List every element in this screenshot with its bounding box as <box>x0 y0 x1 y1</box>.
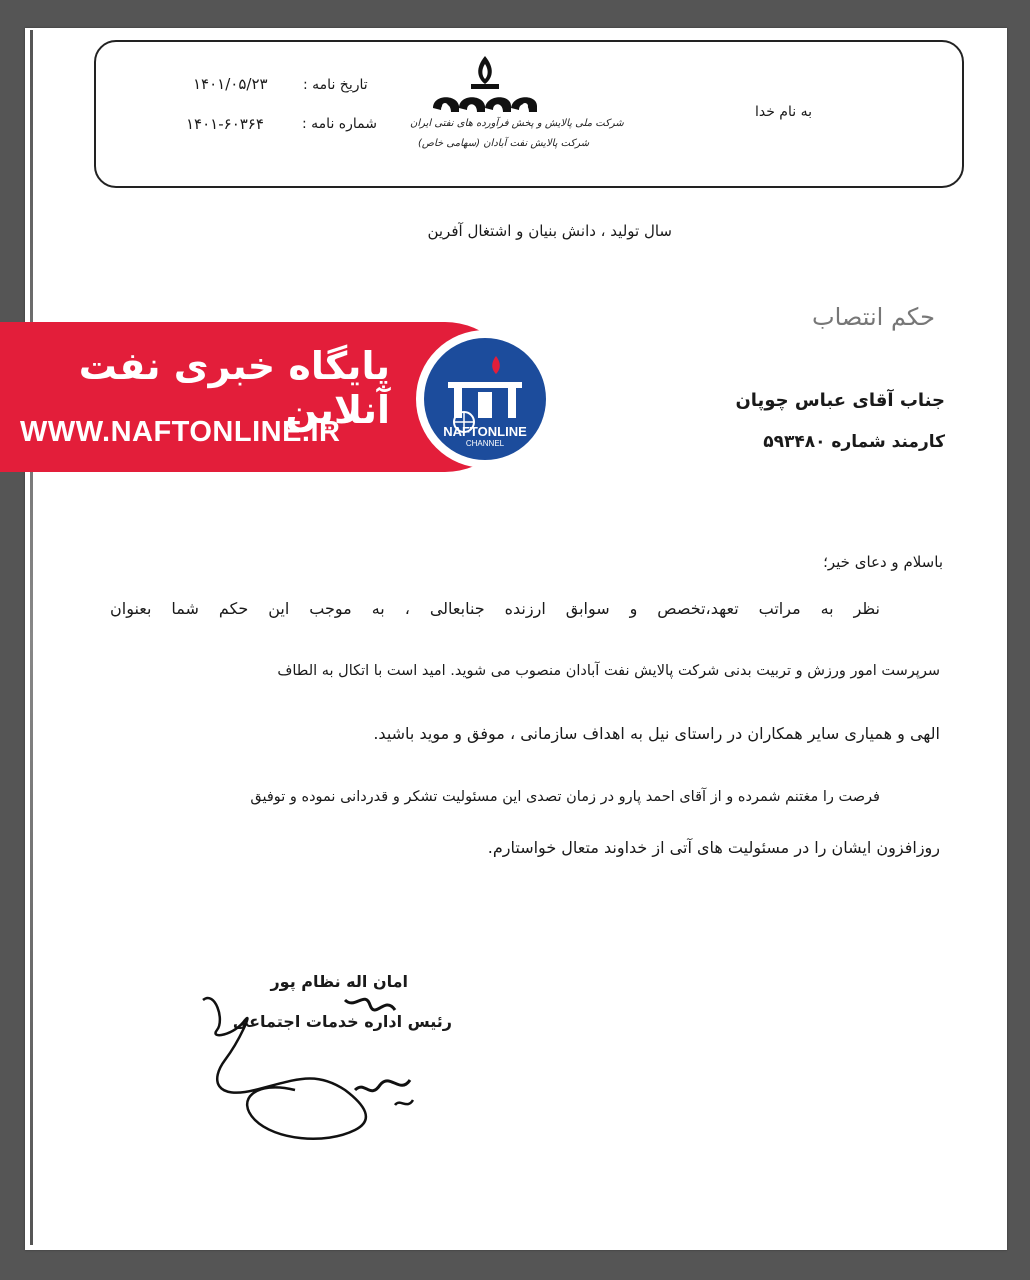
greeting: باسلام و دعای خیر؛ <box>823 553 943 571</box>
banner-url[interactable]: WWW.NAFTONLINE.IR <box>20 416 341 448</box>
body-line-5: روزافزون ایشان را در مسئولیت های آتی از خداوند متعال خواستارم. <box>487 838 940 857</box>
number-value: ۱۴۰۱-۶۰۳۶۴ <box>186 115 264 133</box>
body-line-3: الهی و همیاری سایر همکاران در راستای نیل به اهداف سازمانی ، موفق و موید باشید. <box>373 724 940 743</box>
handwritten-signature <box>195 980 435 1170</box>
body-line-1: نظر به مراتب تعهد،تخصص و سوابق ارزنده جنابعالی ، به موجب این حکم شما بعنوان <box>110 599 880 618</box>
signatory-title: رئیس اداره خدمات اجتماعی <box>232 1012 452 1031</box>
year-slogan: سال تولید ، دانش بنیان و اشتغال آفرین <box>427 222 672 240</box>
recipient-employee-no: کارمند شماره ۵۹۳۴۸۰ <box>763 432 945 452</box>
company-logo <box>405 50 565 170</box>
badge-text: NAFTONLINE <box>443 424 527 439</box>
company-name-line1: شرکت ملی پالایش و پخش فرآورده های نفتی ایران <box>410 118 624 129</box>
signatory-name: امان اله نظام پور <box>270 972 408 991</box>
body-line-4: فرصت را مغتنم شمرده و از آقای احمد پارو در زمان تصدی این مسئولیت تشکر و قدردانی نموده و توفیق <box>250 789 880 805</box>
banner-title: پایگاه خبری نفت آنلاین <box>78 344 390 432</box>
number-label: شماره نامه : <box>302 116 377 132</box>
scan-edge <box>30 30 33 1245</box>
naftonline-badge <box>416 330 554 468</box>
date-label: تاریخ نامه : <box>303 77 368 93</box>
recipient-name: جناب آقای عباس چوپان <box>735 390 945 411</box>
letter-page <box>25 28 1007 1250</box>
body-line-2: سرپرست امور ورزش و تربیت بدنی شرکت پالایش نفت آبادان منصوب می شوید. امید است با اتکال به الطاف <box>277 663 940 679</box>
date-value: ۱۴۰۱/۰۵/۲۳ <box>193 75 268 93</box>
bismillah: به نام خدا <box>754 104 812 120</box>
badge-sub: CHANNEL <box>465 439 505 448</box>
badge-inner <box>424 338 546 460</box>
decree-title: حکم انتصاب <box>812 303 935 331</box>
company-name-line2: شرکت پالایش نفت آبادان (سهامی خاص) <box>418 138 590 149</box>
